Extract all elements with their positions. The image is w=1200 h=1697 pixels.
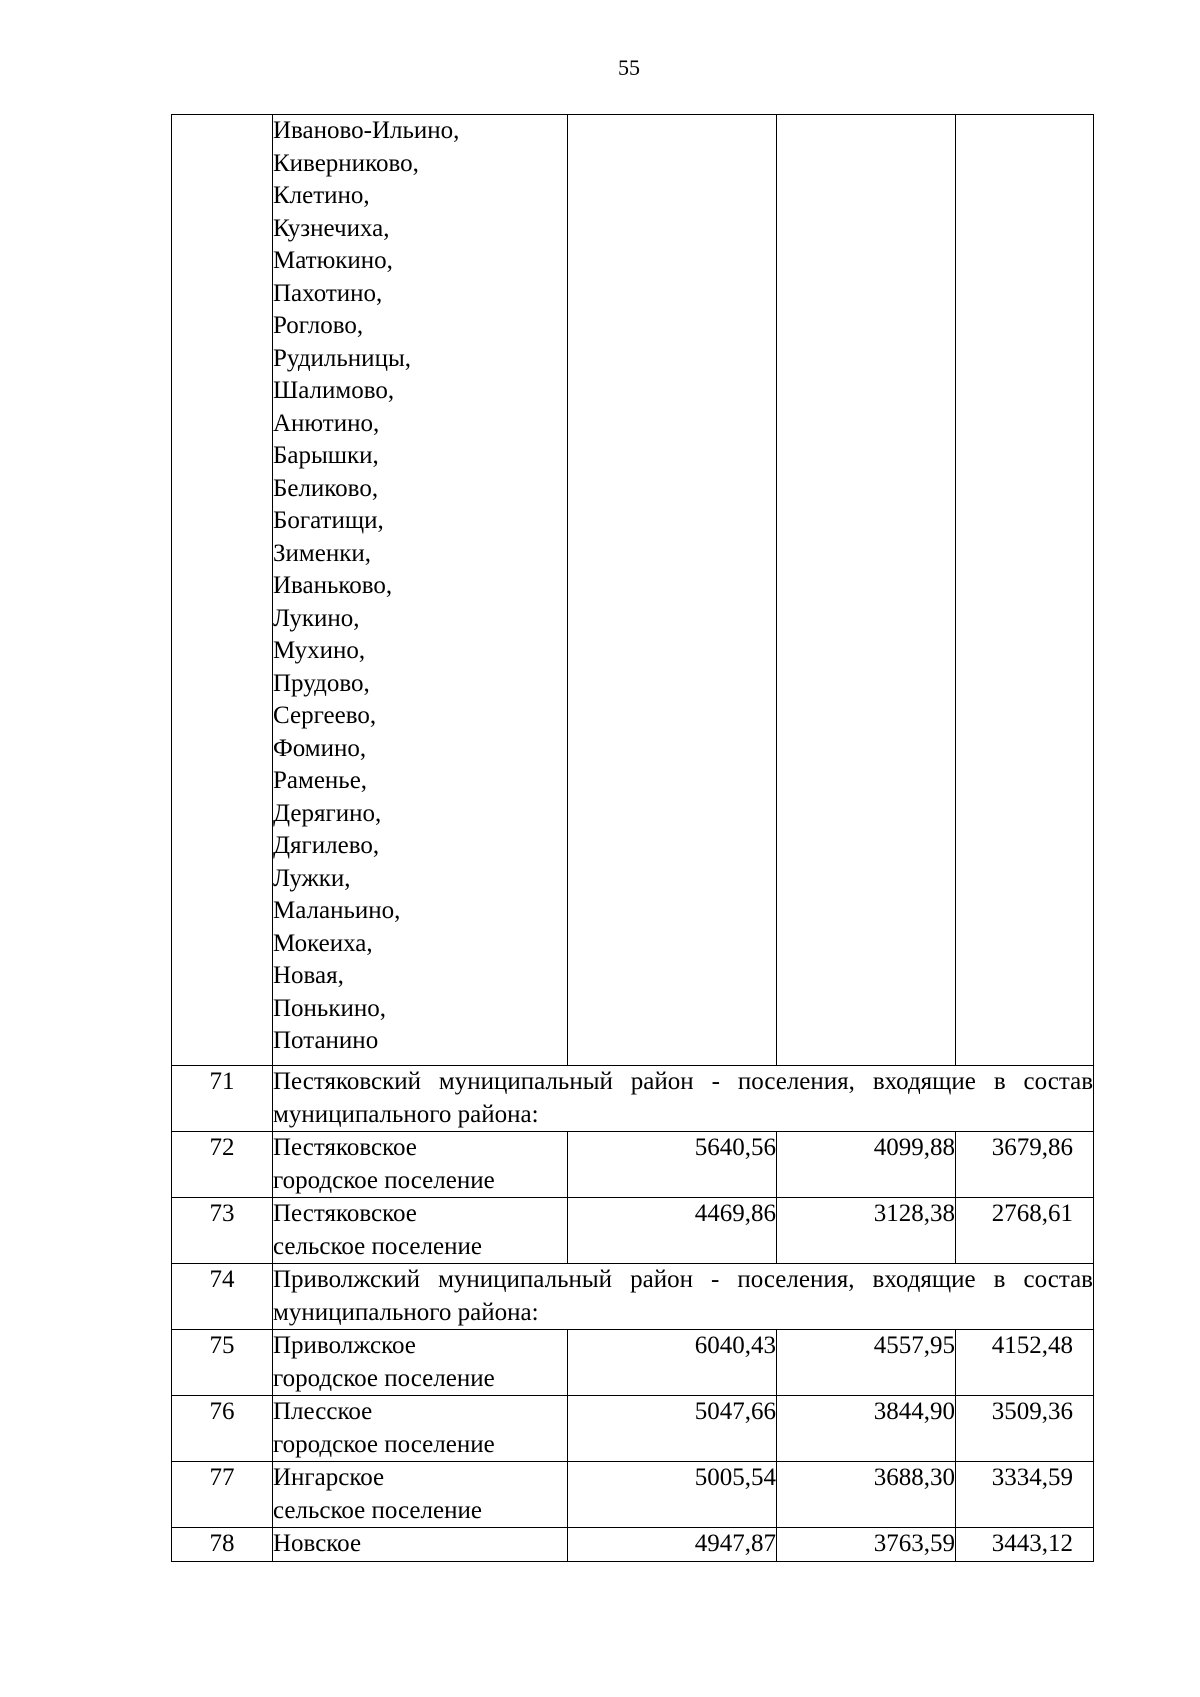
row-number-cell xyxy=(172,115,273,1066)
row-number: 71 xyxy=(172,1066,273,1132)
table-row-73 xyxy=(172,1198,1094,1264)
value-2: 4099,88 xyxy=(777,1132,956,1198)
table-row-71 xyxy=(172,1066,1094,1132)
settlement-name-line: Пестяковское xyxy=(273,1134,417,1161)
value-3: 3443,12 xyxy=(956,1528,1094,1562)
settlement-type-line: городское поселение xyxy=(273,1166,495,1194)
table-row-78 xyxy=(172,1528,1094,1562)
locality-item: Кузнечиха, xyxy=(273,214,390,242)
settlement-type-line: сельское поселение xyxy=(273,1232,482,1260)
row-number: 78 xyxy=(172,1528,273,1562)
settlement-name xyxy=(273,1330,568,1396)
value-3: 3679,86 xyxy=(956,1132,1094,1198)
value-cell xyxy=(956,115,1094,1066)
locality-item: Рудильницы, xyxy=(273,344,411,372)
value-1: 4469,86 xyxy=(568,1198,777,1264)
locality-item: Мокеиха, xyxy=(273,929,373,957)
locality-item: Пахотино, xyxy=(273,279,383,307)
row-number: 72 xyxy=(172,1132,273,1198)
row-number: 75 xyxy=(172,1330,273,1396)
settlement-name-line: Приволжское xyxy=(273,1332,416,1359)
settlement-name-line: Ингарское xyxy=(273,1464,385,1491)
table-row-77 xyxy=(172,1462,1094,1528)
value-2: 3844,90 xyxy=(777,1396,956,1462)
value-3: 4152,48 xyxy=(956,1330,1094,1396)
settlement-name xyxy=(273,1198,568,1264)
value-1: 5640,56 xyxy=(568,1132,777,1198)
value-3: 3509,36 xyxy=(956,1396,1094,1462)
table-row-72 xyxy=(172,1132,1094,1198)
locality-item: Новая, xyxy=(273,962,344,989)
value-1: 5047,66 xyxy=(568,1396,777,1462)
settlement-name xyxy=(273,1132,568,1198)
value-cell xyxy=(777,115,956,1066)
locality-item: Матюкино, xyxy=(273,247,393,274)
settlement-name-line: Плесское xyxy=(273,1398,373,1425)
locality-item: Понькино, xyxy=(273,994,386,1022)
locality-item: Беликово, xyxy=(273,474,379,502)
locality-item: Шалимово, xyxy=(273,377,395,404)
locality-item: Роглово, xyxy=(273,312,364,339)
value-3: 3334,59 xyxy=(956,1462,1094,1528)
row-number: 77 xyxy=(172,1462,273,1528)
locality-item: Сергеево, xyxy=(273,702,377,729)
locality-item: Мухино, xyxy=(273,637,366,664)
settlement-type-line: сельское поселение xyxy=(273,1496,482,1524)
table-row-75 xyxy=(172,1330,1094,1396)
value-2: 3688,30 xyxy=(777,1462,956,1528)
value-1: 6040,43 xyxy=(568,1330,777,1396)
locality-item: Иваново-Ильино, xyxy=(273,117,460,144)
settlement-type-line: городское поселение xyxy=(273,1430,495,1458)
locality-item: Киверниково, xyxy=(273,149,419,177)
locality-item: Зименки, xyxy=(273,539,371,567)
table-row-76 xyxy=(172,1396,1094,1462)
locality-item: Прудово, xyxy=(273,669,370,697)
row-number: 76 xyxy=(172,1396,273,1462)
row-number: 74 xyxy=(172,1264,273,1330)
settlement-name-line: Новское xyxy=(273,1530,362,1557)
settlements-table xyxy=(171,114,1094,1562)
value-cell xyxy=(568,115,777,1066)
locality-item: Богатищи, xyxy=(273,507,384,534)
value-3: 2768,61 xyxy=(956,1198,1094,1264)
locality-item: Барышки, xyxy=(273,442,379,469)
locality-item: Лужки, xyxy=(273,864,351,892)
row-number: 73 xyxy=(172,1198,273,1264)
locality-item: Анютино, xyxy=(273,409,380,437)
locality-item: Клетино, xyxy=(273,182,370,209)
settlement-name xyxy=(273,1462,568,1528)
district-header: Приволжский муниципальный район - поселения, входящие в состав муниципального района: xyxy=(273,1264,1094,1330)
locality-item: Дерягино, xyxy=(273,799,382,827)
value-1: 5005,54 xyxy=(568,1462,777,1528)
locality-item: Фомино, xyxy=(273,734,367,762)
value-2: 3763,59 xyxy=(777,1528,956,1562)
page-number: 55 xyxy=(618,55,640,80)
value-1: 4947,87 xyxy=(568,1528,777,1562)
value-2: 4557,95 xyxy=(777,1330,956,1396)
settlement-name xyxy=(273,1396,568,1462)
district-header: Пестяковский муниципальный район - поселения, входящие в состав муниципального района: xyxy=(273,1066,1094,1132)
table-row-74 xyxy=(172,1264,1094,1330)
locality-item: Маланьино, xyxy=(273,897,401,924)
locality-item: Лукино, xyxy=(273,604,360,632)
settlement-type-line: городское поселение xyxy=(273,1364,495,1392)
locality-item: Иваньково, xyxy=(273,572,393,599)
settlement-name xyxy=(273,1528,568,1562)
locality-item: Потанино xyxy=(273,1027,379,1054)
locality-item: Дягилево, xyxy=(273,832,380,859)
settlement-name-line: Пестяковское xyxy=(273,1200,417,1227)
locality-item: Раменье, xyxy=(273,767,368,794)
locality-list xyxy=(273,115,568,1066)
table-row-continued xyxy=(172,115,1094,1066)
value-2: 3128,38 xyxy=(777,1198,956,1264)
